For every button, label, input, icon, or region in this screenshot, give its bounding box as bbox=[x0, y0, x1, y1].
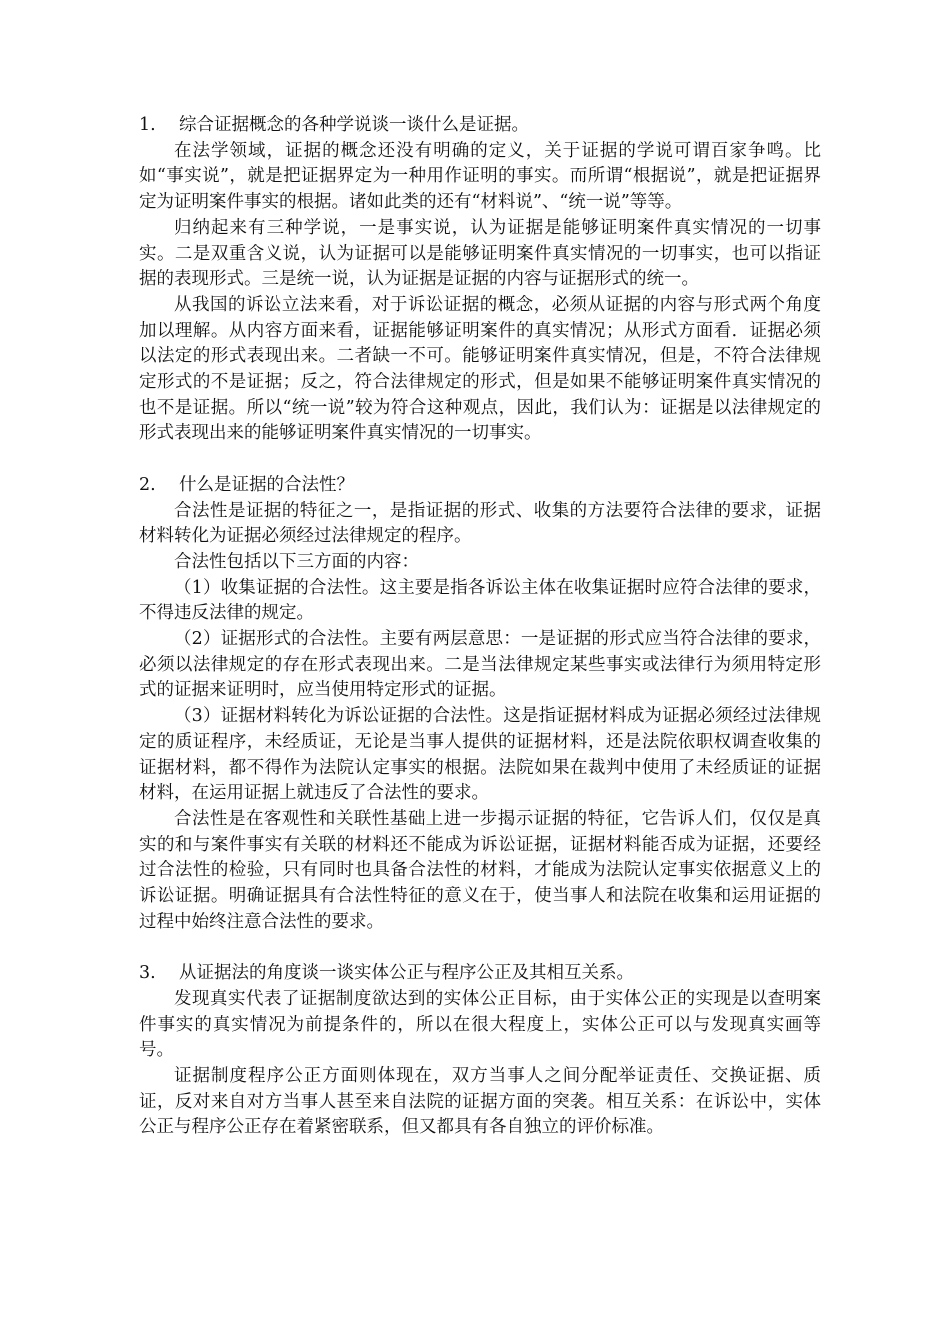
question-text: 综合证据概念的各种学说谈一谈什么是证据。 bbox=[179, 115, 529, 135]
paragraph: （2）证据形式的合法性。主要有两层意思：一是证据的形式应当符合法律的要求，必须以法律规定的存在形式表现出来。二是当法律规定某些事实或法律行为须用特定形式的证据来证明时，应当使用特定形式的证据。 bbox=[139, 629, 821, 701]
paragraph: 归纳起来有三种学说，一是事实说，认为证据是能够证明案件真实情况的一切事实。二是双重含义说，认为证据可以是能够证明案件真实情况的一切事实，也可以指证据的表现形式。三是统一说，认为证据是证据的内容与证据形式的统一。 bbox=[139, 217, 821, 290]
question-number: 1. bbox=[139, 115, 156, 135]
section-1 bbox=[139, 113, 821, 447]
paragraph: （3）证据材料转化为诉讼证据的合法性。这是指证据材料成为证据必须经过法律规定的质证程序，未经质证，无论是当事人提供的证据材料，还是法院依职权调查收集的证据材料，都不得作为法院认定事实的根据。法院如果在裁判中使用了未经质证的证据材料，在运用证据上就违反了合法性的要求。 bbox=[139, 706, 821, 804]
question-text: 什么是证据的合法性？ bbox=[179, 474, 354, 495]
question-text: 从证据法的角度谈一谈实体公正与程序公正及其相互关系。 bbox=[179, 963, 634, 984]
paragraph: 合法性是在客观性和关联性基础上进一步揭示证据的特征，它告诉人们，仅仅是真实的和与案件事实有关联的材料还不能成为诉讼证据，证据材料能否成为证据，还要经过合法性的检验，只有同时也具备合法性的材料，才能成为法院认定事实依据意义上的诉讼证据。明确证据具有合法性特征的意义在于，使当事人和法院在收集和运用证据的过程中始终注意合法性的要求。 bbox=[139, 808, 821, 932]
paragraph: 从我国的诉讼立法来看，对于诉讼证据的概念，必须从证据的内容与形式两个角度加以理解。从内容方面来看，证据能够证明案件的真实情况；从形式方面看．证据必须以法定的形式表现出来。二者缺一不可。能够证明案件真实情况，但是，不符合法律规定形式的不是证据；反之，符合法律规定的形式，但是如果不能够证明案件真实情况的也不是证据。所以“统一说”较为符合这种观点，因此，我们认为：证据是以法律规定的形式表现出来的能够证明案件真实情况的一切事实。 bbox=[139, 294, 821, 444]
question-heading bbox=[139, 113, 821, 139]
paragraph: 证据制度程序公正方面则体现在，双方当事人之间分配举证责任、交换证据、质证，反对来自对方当事人甚至来自法院的证据方面的突袭。相互关系：在诉讼中，实体公正与程序公正存在着紧密联系，但又都具有各自独立的评价标准。 bbox=[139, 1065, 821, 1138]
section-3 bbox=[139, 961, 821, 1141]
question-number: 2. bbox=[139, 474, 156, 495]
paragraph: 合法性是证据的特征之一，是指证据的形式、收集的方法要符合法律的要求，证据材料转化为证据必须经过法律规定的程序。 bbox=[139, 500, 821, 547]
paragraph: 发现真实代表了证据制度欲达到的实体公正目标，由于实体公正的实现是以查明案件事实的真实情况为前提条件的，所以在很大程度上，实体公正可以与发现真实画等号。 bbox=[139, 988, 821, 1061]
paragraph: （1）收集证据的合法性。这主要是指各诉讼主体在收集证据时应符合法律的要求，不得违反法律的规定。 bbox=[139, 577, 821, 624]
question-heading bbox=[139, 473, 821, 499]
question-heading bbox=[139, 961, 821, 987]
paragraph: 合法性包括以下三方面的内容： bbox=[174, 551, 419, 572]
question-number: 3. bbox=[139, 963, 156, 984]
section-2 bbox=[139, 473, 821, 936]
document-page bbox=[139, 113, 821, 1167]
paragraph: 在法学领域，证据的概念还没有明确的定义，关于证据的学说可谓百家争鸣。比如“事实说”，就是把证据界定为一种用作证明的事实。而所谓“根据说”，就是把证据界定为证明案件事实的根据。诸如此类的还有“材料说”、“统一说”等等。 bbox=[139, 140, 821, 213]
